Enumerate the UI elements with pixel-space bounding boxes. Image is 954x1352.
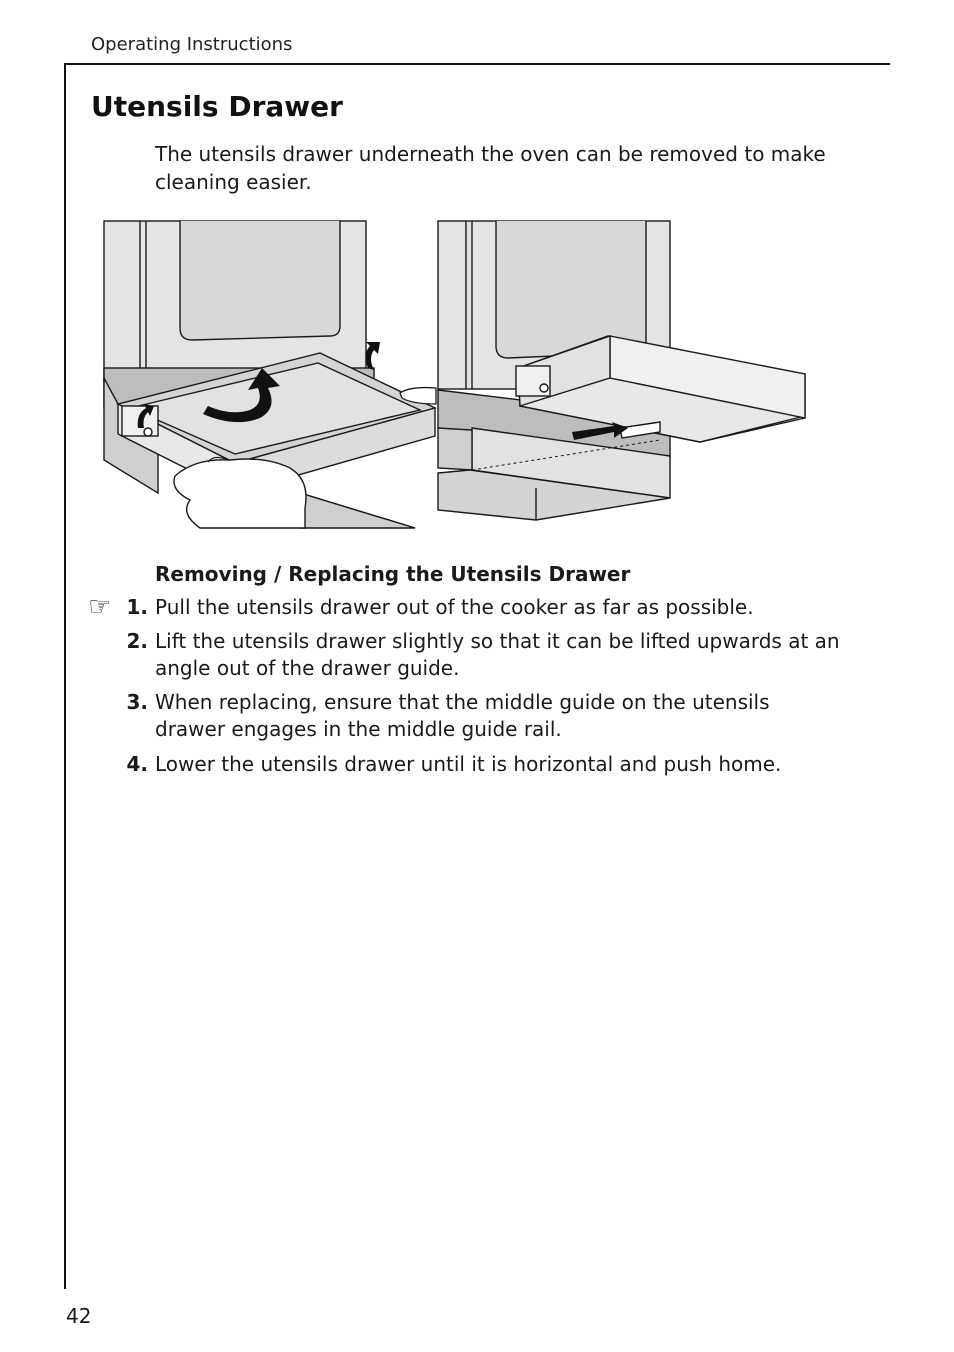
step-number: 1. bbox=[126, 595, 148, 619]
pointing-hand-icon: ☞ bbox=[88, 592, 112, 622]
page-number: 42 bbox=[66, 1304, 92, 1328]
header-rule bbox=[64, 63, 890, 65]
running-header: Operating Instructions bbox=[91, 34, 293, 55]
right-drawing bbox=[438, 221, 805, 520]
step-number: 4. bbox=[126, 752, 148, 776]
page-title: Utensils Drawer bbox=[91, 90, 343, 123]
margin-rule bbox=[64, 63, 66, 1289]
step-text: When replacing, ensure that the middle guide on the utensils drawer engages in the middle guide rail. bbox=[155, 690, 770, 741]
intro-paragraph: The utensils drawer underneath the oven can be removed to make cleaning easier. bbox=[155, 142, 826, 194]
step-number: 2. bbox=[126, 629, 148, 653]
step-text: Pull the utensils drawer out of the cooker as far as possible. bbox=[155, 595, 754, 619]
instructions-heading: Removing / Replacing the Utensils Drawer bbox=[155, 562, 631, 586]
drawer-illustration bbox=[100, 218, 815, 530]
hand-icon bbox=[174, 459, 306, 528]
step-text: Lower the utensils drawer until it is horizontal and push home. bbox=[155, 752, 782, 776]
step-text: Lift the utensils drawer slightly so that it can be lifted upwards at an angle out of the drawer guide. bbox=[155, 629, 840, 680]
step-number: 3. bbox=[126, 690, 148, 714]
